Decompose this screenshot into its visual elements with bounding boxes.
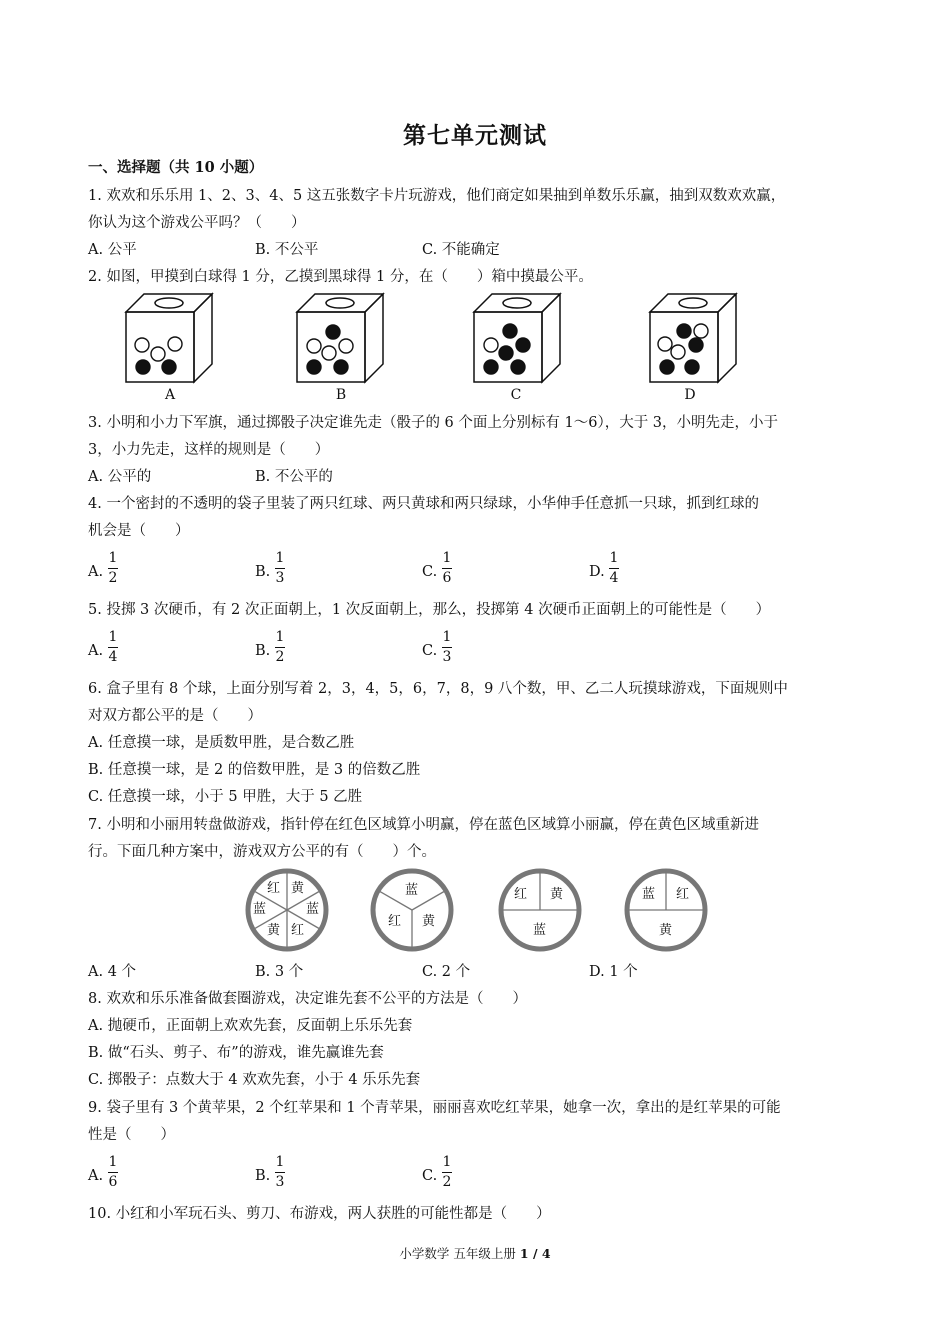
q5-option-b-numerator: 1	[275, 629, 285, 645]
box-c	[470, 288, 570, 406]
q5-option-b-denominator: 2	[275, 649, 285, 665]
q5-option-c-denominator: 3	[442, 649, 452, 665]
q1-text-line1: 1. 欢欢和乐乐用 1、2、3、4、5 这五张数字卡片玩游戏，他们商定如果抽到单数乐乐赢，抽到双数欢欢赢，	[88, 188, 786, 204]
spinner-1-sector: 黄	[267, 923, 281, 938]
q9-option-b-numerator: 1	[275, 1154, 285, 1170]
q4-option-b-label: B.	[255, 564, 271, 580]
fraction-bar	[442, 568, 452, 569]
q4-option-c-denominator: 6	[442, 570, 452, 586]
q5-option-a-denominator: 4	[108, 649, 118, 665]
q7-text-line1: 7. 小明和小丽用转盘做游戏，指针停在红色区域算小明赢，停在蓝色区域算小丽赢，停在黄色区域重新进	[88, 817, 759, 833]
box-c-drawing	[470, 288, 570, 388]
q8-text-line1: 8. 欢欢和乐乐准备做套圈游戏，决定谁先套不公平的方法是（ ）	[88, 991, 527, 1007]
q6-option-a[interactable]: A. 任意摸一球，是质数甲胜，是合数乙胜	[88, 735, 355, 751]
q9-option-a-denominator: 6	[108, 1174, 118, 1190]
spinner-1	[245, 868, 329, 952]
q1-option-b[interactable]: B. 不公平	[255, 242, 319, 258]
q6-text-line2: 对双方都公平的是（ ）	[88, 708, 262, 724]
box-b	[293, 288, 393, 406]
q9-text-line1: 9. 袋子里有 3 个黄苹果，2 个红苹果和 1 个青苹果，丽丽喜欢吃红苹果，她拿一次，拿出的是红苹果的可能	[88, 1100, 781, 1116]
q1-text-line2: 你认为这个游戏公平吗？（ ）	[88, 215, 306, 231]
box-a	[122, 288, 222, 406]
page-footer	[0, 1244, 950, 1262]
q8-option-c[interactable]: C. 掷骰子：点数大于 4 欢欢先套，小于 4 乐乐先套	[88, 1072, 421, 1088]
q5-option-c-label: C.	[422, 643, 438, 659]
fraction-bar	[108, 647, 118, 648]
q4-option-a-denominator: 2	[108, 570, 118, 586]
q5-option-a-numerator: 1	[108, 629, 118, 645]
q4-option-d-denominator: 4	[609, 570, 619, 586]
box-a-drawing	[122, 288, 222, 388]
spinner-1-sector: 黄	[291, 881, 305, 896]
spinner-4-drawing	[624, 868, 708, 952]
page-number: 1 / 4	[519, 1246, 551, 1261]
q4-option-b-denominator: 3	[275, 570, 285, 586]
q3-option-b[interactable]: B. 不公平的	[255, 469, 333, 485]
q4-option-c-fraction	[442, 550, 452, 587]
q7-option-b[interactable]: B. 3 个	[255, 964, 304, 980]
q9-option-b-denominator: 3	[275, 1174, 285, 1190]
q9-text-line2: 性是（ ）	[88, 1127, 175, 1143]
q6-option-b[interactable]: B. 任意摸一球，是 2 的倍数甲胜，是 3 的倍数乙胜	[88, 762, 421, 778]
q4-option-d-numerator: 1	[609, 550, 619, 566]
q2-text-line1: 2. 如图，甲摸到白球得 1 分，乙摸到黑球得 1 分，在（ ）箱中摸最公平。	[88, 269, 593, 285]
q9-option-c-label: C.	[422, 1168, 438, 1184]
spinner-1-sector: 红	[267, 881, 281, 896]
fraction-bar	[275, 647, 285, 648]
fraction-bar	[108, 568, 118, 569]
q2-box-figures	[0, 288, 950, 406]
q5-text-line1: 5. 投掷 3 次硬币，有 2 次正面朝上，1 次反面朝上，那么，投掷第 4 次硬币正面朝上的可能性是（ ）	[88, 602, 771, 618]
spinner-4-sector: 黄	[659, 923, 673, 938]
spinner-3-sector: 黄	[550, 887, 564, 902]
q6-text-line1: 6. 盒子里有 8 个球，上面分别写着 2，3，4，5，6，7，8，9 八个数，甲、乙二人玩摸球游戏，下面规则中	[88, 681, 788, 697]
q5-option-a-fraction	[108, 629, 118, 666]
spinner-2-sector: 蓝	[405, 883, 419, 898]
q5-option-b-fraction	[275, 629, 285, 666]
box-c-label: C	[510, 387, 522, 403]
box-b-drawing	[293, 288, 393, 388]
fraction-bar	[275, 1172, 285, 1173]
q4-text-line1: 4. 一个密封的不透明的袋子里装了两只红球、两只黄球和两只绿球，小华伸手任意抓一只球，抓到红球的	[88, 496, 759, 512]
q4-option-b-fraction	[275, 550, 285, 587]
section-heading: 一、选择题（共 10 小题）	[88, 159, 264, 176]
spinner-3	[498, 868, 582, 952]
spinner-1-sector: 蓝	[306, 902, 320, 917]
q1-option-a[interactable]: A. 公平	[88, 242, 137, 258]
q8-option-b[interactable]: B. 做“石头、剪子、布”的游戏，谁先赢谁先套	[88, 1045, 384, 1061]
spinner-2-sector: 红	[388, 914, 402, 929]
fraction-bar	[442, 647, 452, 648]
q3-text-line1: 3. 小明和小力下军旗，通过掷骰子决定谁先走（骰子的 6 个面上分别标有 1～6），大于 3，小明先走，小于	[88, 415, 779, 431]
q4-option-a-fraction	[108, 550, 118, 587]
q7-option-c[interactable]: C. 2 个	[422, 964, 471, 980]
q7-text-line2: 行。下面几种方案中，游戏双方公平的有（ ）个。	[88, 844, 436, 860]
spinner-4	[624, 868, 708, 952]
spinner-2-sector: 黄	[422, 914, 436, 929]
spinner-4-sector: 红	[676, 887, 690, 902]
box-a-label: A	[164, 387, 176, 403]
q5-option-b-label: B.	[255, 643, 271, 659]
q4-option-a-label: A.	[88, 564, 104, 580]
box-b-label: B	[335, 387, 347, 403]
spinner-3-drawing	[498, 868, 582, 952]
q10-text-line1: 10. 小红和小军玩石头、剪刀、布游戏，两人获胜的可能性都是（ ）	[88, 1206, 551, 1222]
q8-option-a[interactable]: A. 抛硬币，正面朝上欢欢先套，反面朝上乐乐先套	[88, 1018, 413, 1034]
q3-text-line2: 3，小力先走，这样的规则是（ ）	[88, 442, 330, 458]
fraction-bar	[442, 1172, 452, 1173]
fraction-bar	[108, 1172, 118, 1173]
page-title: 第七单元测试	[403, 122, 547, 149]
spinner-2-drawing	[370, 868, 454, 952]
q1-option-c[interactable]: C. 不能确定	[422, 242, 500, 258]
q9-option-c-denominator: 2	[442, 1174, 452, 1190]
spinner-1-sector: 蓝	[253, 902, 267, 917]
q3-option-a[interactable]: A. 公平的	[88, 469, 152, 485]
spinner-1-sector: 红	[291, 923, 305, 938]
box-d-drawing	[646, 288, 746, 388]
q9-option-a-numerator: 1	[108, 1154, 118, 1170]
q5-option-a-label: A.	[88, 643, 104, 659]
q9-option-b-fraction	[275, 1154, 285, 1191]
q4-option-d-fraction	[609, 550, 619, 587]
q9-option-a-label: A.	[88, 1168, 104, 1184]
q4-option-d-label: D.	[589, 564, 605, 580]
spinner-3-sector: 红	[514, 887, 528, 902]
spinner-3-sector: 蓝	[533, 923, 547, 938]
spinner-4-sector: 蓝	[642, 887, 656, 902]
q9-option-b-label: B.	[255, 1168, 271, 1184]
fraction-bar	[275, 568, 285, 569]
q4-text-line2: 机会是（ ）	[88, 523, 190, 539]
footer-text: 小学数学 五年级上册	[399, 1246, 516, 1261]
fraction-bar	[609, 568, 619, 569]
box-d	[646, 288, 746, 406]
q9-option-c-numerator: 1	[442, 1154, 452, 1170]
q9-option-c-fraction	[442, 1154, 452, 1191]
q6-option-c[interactable]: C. 任意摸一球，小于 5 甲胜，大于 5 乙胜	[88, 789, 363, 805]
q4-option-b-numerator: 1	[275, 550, 285, 566]
q7-option-a[interactable]: A. 4 个	[88, 964, 137, 980]
q5-option-c-numerator: 1	[442, 629, 452, 645]
q4-option-c-label: C.	[422, 564, 438, 580]
q9-option-a-fraction	[108, 1154, 118, 1191]
box-d-label: D	[684, 387, 696, 403]
q4-option-c-numerator: 1	[442, 550, 452, 566]
q4-option-a-numerator: 1	[108, 550, 118, 566]
spinner-2	[370, 868, 454, 952]
q7-option-d[interactable]: D. 1 个	[589, 964, 638, 980]
q5-option-c-fraction	[442, 629, 452, 666]
